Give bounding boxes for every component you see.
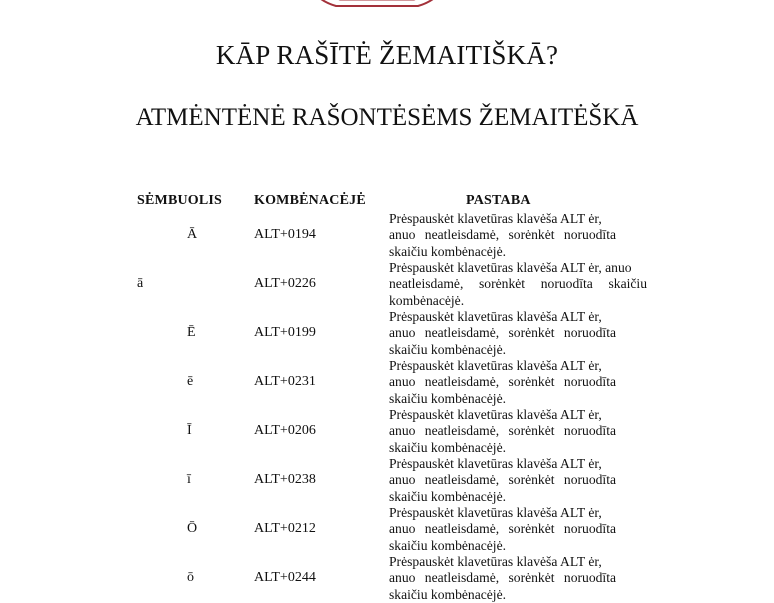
symbol-cell: ā	[137, 276, 144, 291]
combination-cell: ALT+0244	[254, 570, 316, 585]
note-line: neatleisdamė, sorėnkėt noruodīta skaičiu	[389, 276, 647, 292]
note-line: Prėspauskėt klavetūras klavėša ALT ėr,	[389, 358, 602, 373]
symbol-cell: ō	[187, 570, 194, 585]
note-cell	[389, 358, 616, 407]
combination-cell: ALT+0231	[254, 374, 316, 389]
table-row	[0, 505, 774, 554]
note-line: anuo neatleisdamė, sorėnkėt noruodīta	[389, 374, 616, 390]
combination-cell: ALT+0206	[254, 423, 316, 438]
symbol-cell: Ē	[187, 325, 196, 340]
note-line: Prėspauskėt klavetūras klavėša ALT ėr,	[389, 211, 602, 226]
note-cell	[389, 456, 616, 505]
note-line: anuo neatleisdamė, sorėnkėt noruodīta	[389, 521, 616, 537]
note-line: skaičiu kombėnacėjė.	[389, 390, 507, 406]
note-line: anuo neatleisdamė, sorėnkėt noruodīta	[389, 325, 616, 341]
note-line: anuo neatleisdamė, sorėnkėt noruodīta	[389, 472, 616, 488]
note-line: Prėspauskėt klavetūras klavėša ALT ėr, anuo	[389, 260, 632, 275]
note-line: Prėspauskėt klavetūras klavėša ALT ėr,	[389, 309, 602, 324]
note-cell	[389, 309, 616, 358]
note-cell	[389, 211, 616, 260]
column-header-symbol: SĖMBUOLIS	[137, 193, 223, 208]
note-line: anuo neatleisdamė, sorėnkėt noruodīta	[389, 570, 616, 586]
combination-cell: ALT+0212	[254, 521, 316, 536]
symbol-cell: Ō	[187, 521, 198, 536]
note-line: skaičiu kombėnacėjė.	[389, 243, 507, 259]
symbol-cell: ē	[187, 374, 194, 389]
note-cell	[389, 260, 647, 309]
logo-seal-icon	[302, 0, 452, 18]
symbol-cell: Ī	[187, 423, 192, 438]
note-line: anuo neatleisdamė, sorėnkėt noruodīta	[389, 423, 616, 439]
note-line: Prėspauskėt klavetūras klavėša ALT ėr,	[389, 505, 602, 520]
combination-cell: ALT+0194	[254, 227, 316, 242]
note-line: kombėnacėjė.	[389, 292, 465, 308]
logo	[302, 0, 452, 18]
table-row	[0, 211, 774, 260]
note-line: skaičiu kombėnacėjė.	[389, 439, 507, 455]
table-row	[0, 260, 774, 309]
column-header-note: PASTABA	[466, 193, 531, 208]
table-row	[0, 554, 774, 603]
symbol-cell: Ā	[187, 227, 198, 242]
note-line: skaičiu kombėnacėjė.	[389, 586, 507, 602]
combination-cell: ALT+0238	[254, 472, 316, 487]
page-title: KĀP RAŠĪTĖ ŽEMAITIŠKĀ?	[215, 40, 559, 70]
note-line: Prėspauskėt klavetūras klavėša ALT ėr,	[389, 554, 602, 569]
symbol-cell: ī	[187, 472, 191, 487]
note-line: Prėspauskėt klavetūras klavėša ALT ėr,	[389, 407, 602, 422]
table-row	[0, 456, 774, 505]
note-cell	[389, 505, 616, 554]
note-cell	[389, 407, 616, 456]
table-row	[0, 407, 774, 456]
table-row	[0, 358, 774, 407]
combination-cell: ALT+0199	[254, 325, 316, 340]
column-header-combination: KOMBĖNACĖJĖ	[254, 193, 366, 208]
note-line: Prėspauskėt klavetūras klavėša ALT ėr,	[389, 456, 602, 471]
note-line: skaičiu kombėnacėjė.	[389, 537, 507, 553]
note-line: anuo neatleisdamė, sorėnkėt noruodīta	[389, 227, 616, 243]
note-cell	[389, 554, 616, 603]
table-row	[0, 309, 774, 358]
note-line: skaičiu kombėnacėjė.	[389, 341, 507, 357]
note-line: skaičiu kombėnacėjė.	[389, 488, 507, 504]
combination-cell: ALT+0226	[254, 276, 316, 291]
page-subtitle: ATMĖNTĖNĖ RAŠONTĖSĖMS ŽEMAITĖŠKĀ	[135, 104, 639, 131]
